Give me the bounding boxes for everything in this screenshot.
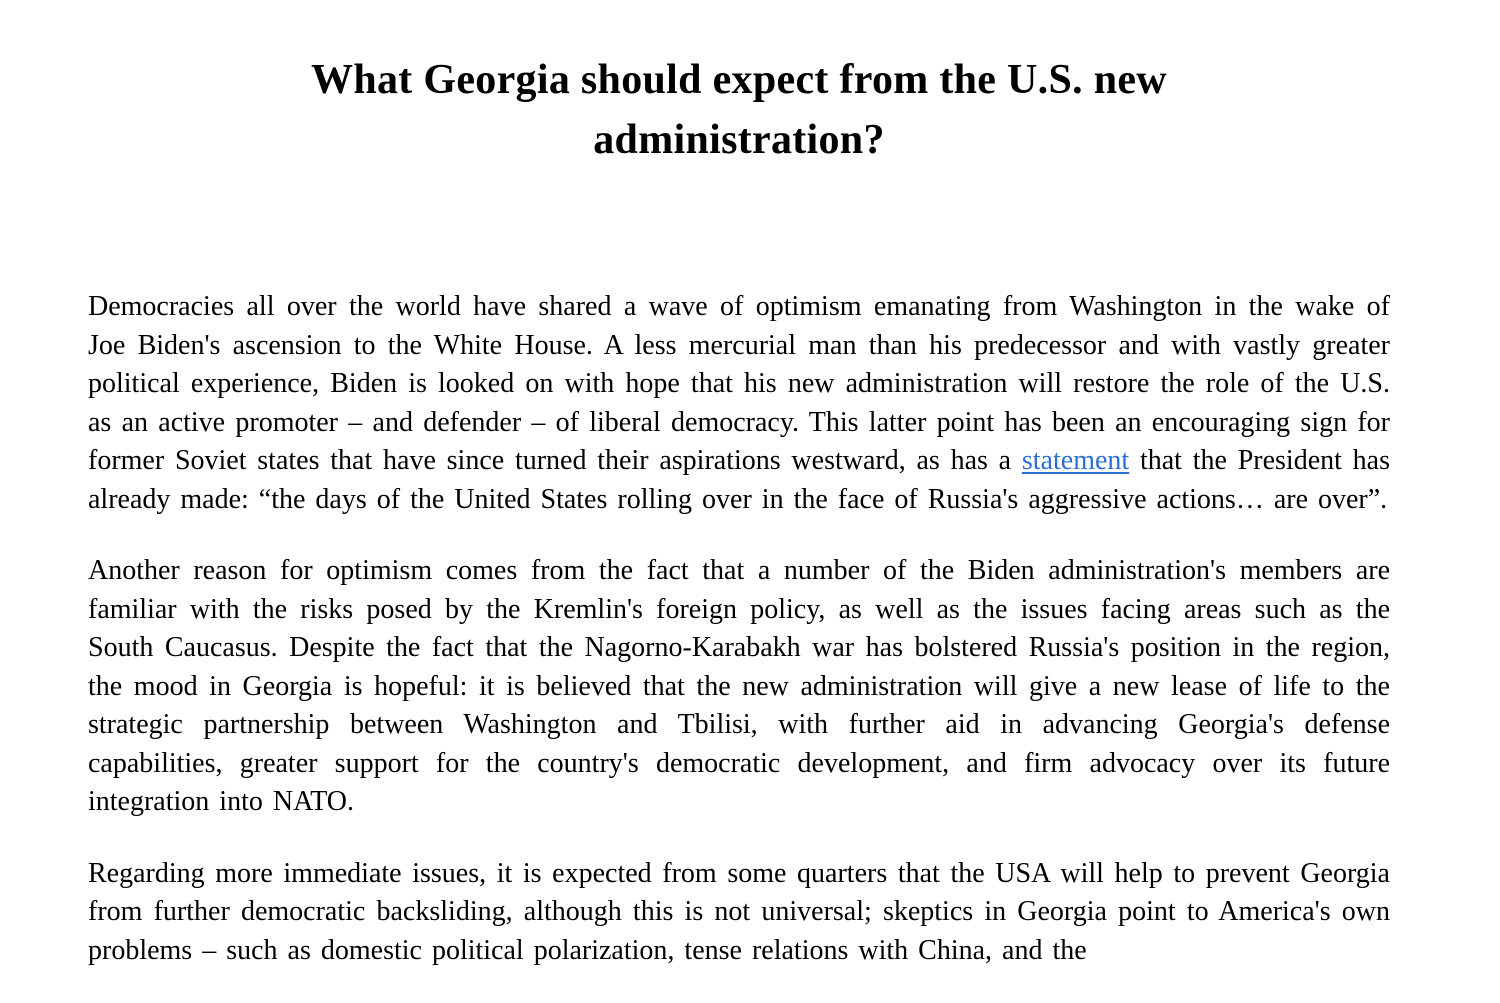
paragraph-2: [88, 552, 1390, 822]
paragraph-1: [88, 288, 1390, 519]
statement-link[interactable]: statement: [1021, 445, 1130, 476]
paragraph-3: [88, 855, 1390, 971]
text-segment: Regarding more immediate issues, it is expected from some quarters that the USA will help to prevent Georgia from further democratic backsliding, although this is not universal; skeptics in Georgia point to America's own problems – such as domestic political polarization, tense relations with China, and the: [88, 857, 1390, 966]
document-content: [88, 0, 1391, 966]
paragraphs: [88, 288, 1390, 1003]
text-segment: Democracies all over the world have shared a wave of optimism emanating from Washington in the wake of Joe Biden's ascension to the White House. A less mercurial man than his predecessor and with vastly greater political experience, Biden is looked on with hope that his new administration will restore the role of the U.S. as an active promoter – and defender – of liberal democracy. This latter point has been an encouraging sign for former Soviet states that have since turned their aspirations westward, as has a: [88, 291, 1390, 476]
title-line-1: What Georgia should expect from the U.S. new: [311, 57, 1167, 103]
text-segment: Another reason for optimism comes from the fact that a number of the Biden administration's members are familiar with the risks posed by the Kremlin's foreign policy, as well as the issues facing areas such as the South Caucasus. Despite the fact that the Nagorno-Karabakh war has bolstered Russia's position in the region, the mood in Georgia is hopeful: it is believed that the new administration will give a new lease of life to the strategic partnership between Washington and Tbilisi, with further aid in advancing Georgia's defense capabilities, greater support for the country's democratic development, and firm advocacy over its future integration into NATO.: [88, 555, 1390, 817]
document-title: [88, 0, 1390, 170]
title-line-2: administration?: [593, 117, 885, 163]
text-segment: that the President has already made: “the days of the United States rolling over in the face of Russia's aggressive actions… are over”.: [88, 445, 1391, 515]
